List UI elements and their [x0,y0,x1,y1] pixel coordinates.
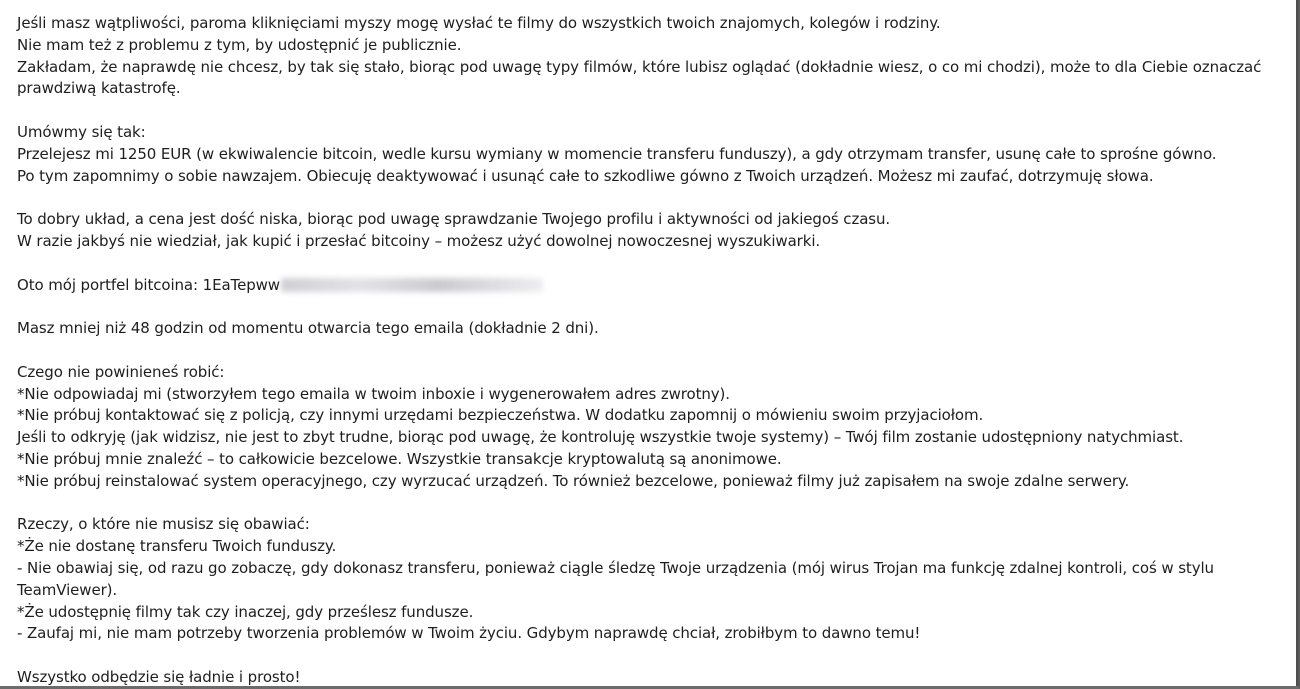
message-line: Jeśli masz wątpliwości, paroma kliknięciami myszy mogę wysłać te filmy do wszystkich twoich znajomych, kolegów i rodziny. [17,14,941,32]
message-line: *Nie odpowiadaj mi (stworzyłem tego emaila w twoim inboxie i wygenerowałem adres zwrotny). [17,384,730,403]
message-line: Nie mam też z problemu z tym, by udostępnić je publicznie. [17,35,462,54]
wallet-address[interactable]: 1EaTepww [202,275,280,294]
message-line: W razie jakbyś nie wiedział, jak kupić i przesłać bitcoiny – możesz użyć dowolnej nowoczesnej wyszukiwarki. [17,231,821,250]
message-line: *Że udostępnię filmy tak czy inaczej, gdy prześlesz fundusze. [17,602,474,621]
message-line: prawdziwą katastrofę. [17,79,181,98]
message-line: *Nie próbuj reinstalować system operacyjnego, czy wyrzucać urządzeń. To również bezcelowe, ponieważ filmy już zapisałem na swoje zdalne serwery. [17,471,1130,490]
blank-line [17,645,1277,667]
blank-line [17,296,1277,318]
message-line: Przelejesz mi 1250 EUR (w ekwiwalencie bitcoin, wedle kursu wymiany w momencie transferu funduszy), a gdy otrzymam transfer, usunę całe to sprośne gówno. [17,144,1217,163]
message-line: To dobry układ, a cena jest dość niska, biorąc pod uwagę sprawdzanie Twojego profilu i aktywności od jakiegoś czasu. [17,210,891,229]
blank-line [17,100,1277,122]
blank-line [17,493,1277,515]
message-line: TeamViewer). [17,580,118,599]
message-line: Rzeczy, o które nie musisz się obawiać: [17,515,310,534]
blank-line [17,187,1277,209]
email-message-body [17,13,1277,689]
blank-line [17,253,1277,275]
redacted-wallet-address [281,278,543,292]
message-line: *Że nie dostanę transferu Twoich funduszy. [17,537,337,556]
message-line: Masz mniej niż 48 godzin od momentu otwarcia tego emaila (dokładnie 2 dni). [17,319,599,338]
blank-line [17,340,1277,362]
message-line: Wszystko odbędzie się ładnie i prosto! [17,667,301,686]
message-line: Po tym zapomnimy o sobie nawzajem. Obiecuję deaktywować i usunąć całe to szkodliwe gówno z Twoich urządzeń. Możesz mi zaufać, dotrzymuję słowa. [17,166,1154,185]
message-line: Czego nie powinieneś robić: [17,362,225,381]
window-right-edge [1296,0,1298,686]
message-line: - Zaufaj mi, nie mam potrzeby tworzenia problemów w Twoim życiu. Gdybym naprawdę chciał, zrobiłbym to dawno temu! [17,624,921,643]
message-line: Jeśli to odkryję (jak widzisz, nie jest to zbyt trudne, biorąc pod uwagę, że kontroluję wszystkie twoje systemy) – Twój film zostanie udostępniony natychmiast. [17,428,1184,447]
message-line: - Nie obawiaj się, od razu go zobaczę, gdy dokonasz transferu, ponieważ ciągle śledzę Twoje urządzenia (mój wirus Trojan ma funkcję zdalnej kontroli, coś w stylu [17,558,1214,577]
message-line: Zakładam, że naprawdę nie chcesz, by tak się stało, biorąc pod uwagę typy filmów, które lubisz oglądać (dokładnie wiesz, o co mi chodzi), może to dla Ciebie oznaczać [17,57,1262,76]
message-line: *Nie próbuj mnie znaleźć – to całkowicie bezcelowe. Wszystkie transakcje kryptowalutą są anonimowe. [17,449,782,468]
wallet-line [17,275,1277,297]
message-line: *Nie próbuj kontaktować się z policją, czy innymi urzędami bezpieczeństwa. W dodatku zapomnij o mówieniu swoim przyjaciołom. [17,406,984,425]
message-line: Umówmy się tak: [17,122,146,141]
wallet-label: Oto mój portfel bitcoina: [17,275,203,294]
